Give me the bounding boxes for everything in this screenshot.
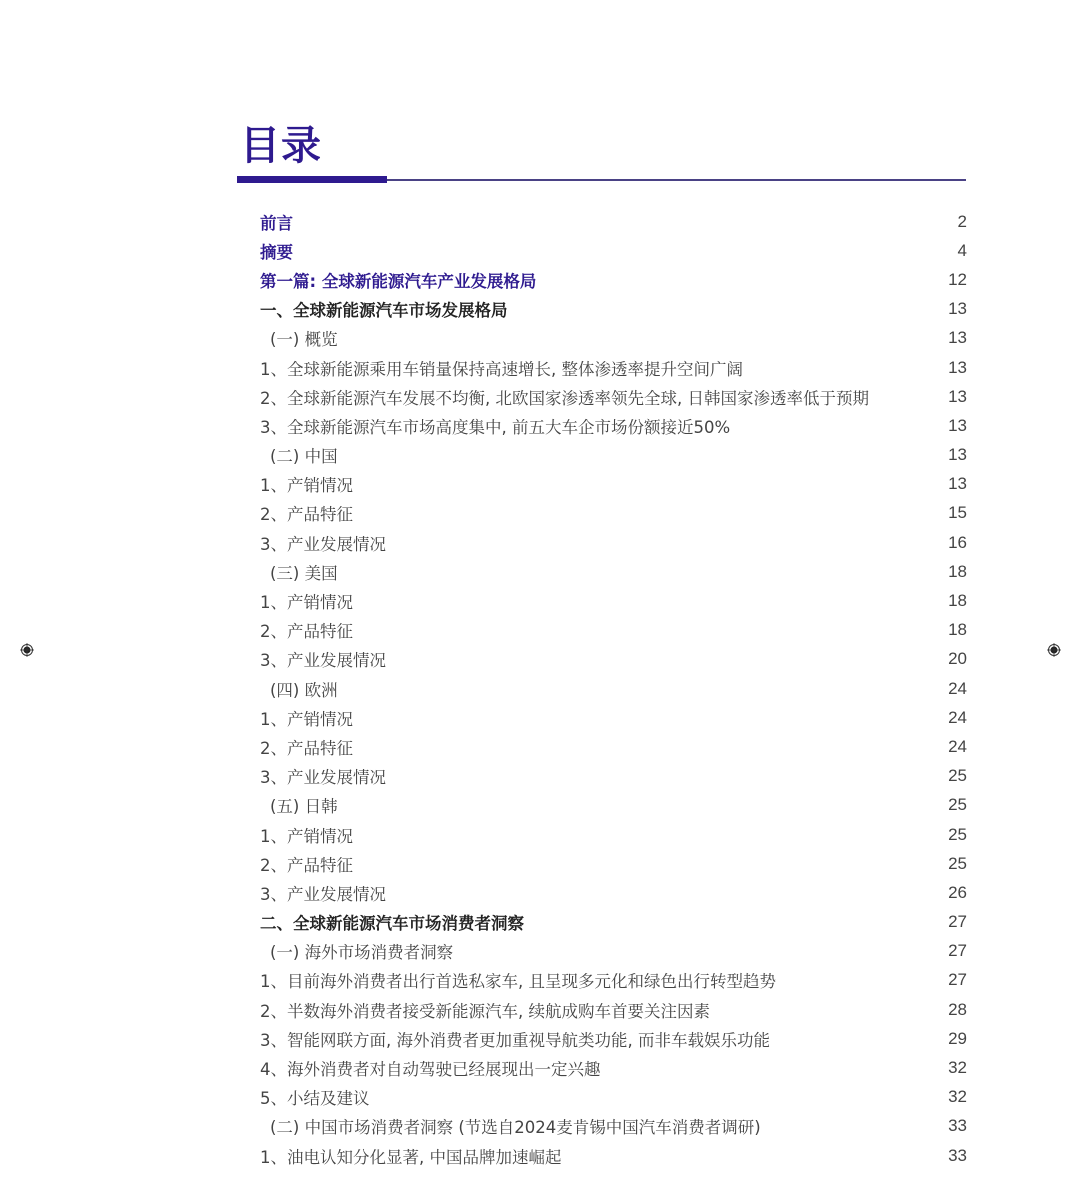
toc-entry[interactable] (260, 849, 967, 878)
toc-entry-page-number: 13 (948, 328, 967, 348)
toc-entry[interactable] (260, 353, 967, 382)
toc-entry-label: 一、全球新能源汽车市场发展格局 (260, 301, 508, 321)
toc-entry[interactable] (260, 265, 967, 294)
toc-entry-page-number: 24 (948, 707, 967, 727)
toc-entry-page-number: 15 (948, 503, 967, 523)
toc-entry-label: 二、全球新能源汽车市场消费者洞察 (260, 914, 524, 934)
table-of-contents (260, 207, 967, 1170)
toc-entry[interactable] (260, 207, 967, 236)
toc-entry[interactable] (260, 1024, 967, 1053)
toc-entry-label: 前言 (260, 213, 293, 233)
toc-entry[interactable] (260, 878, 967, 907)
toc-entry-page-number: 33 (948, 1145, 967, 1165)
toc-entry-label: 1、油电认知分化显著, 中国品牌加速崛起 (260, 1147, 562, 1167)
toc-entry-label: 1、产销情况 (260, 593, 353, 613)
toc-entry-page-number: 2 (957, 211, 967, 231)
toc-entry-label: 2、产品特征 (260, 855, 353, 875)
toc-entry-page-number: 27 (948, 970, 967, 990)
toc-entry[interactable] (260, 674, 967, 703)
toc-entry-page-number: 28 (948, 999, 967, 1019)
toc-entry-label: 2、产品特征 (260, 622, 353, 642)
toc-entry-page-number: 13 (948, 357, 967, 377)
toc-entry[interactable] (260, 616, 967, 645)
toc-entry-page-number: 18 (948, 591, 967, 611)
toc-entry[interactable] (260, 1083, 967, 1112)
toc-entry[interactable] (260, 499, 967, 528)
toc-entry-label: (五) 日韩 (270, 797, 338, 817)
toc-entry-label: 2、全球新能源汽车发展不均衡, 北欧国家渗透率领先全球, 日韩国家渗透率低于预期 (260, 388, 869, 408)
toc-entry-page-number: 4 (957, 240, 967, 260)
toc-entry-label: 5、小结及建议 (260, 1089, 370, 1109)
toc-entry-page-number: 32 (948, 1087, 967, 1107)
toc-entry[interactable] (260, 1112, 967, 1141)
toc-entry-label: 3、产业发展情况 (260, 651, 386, 671)
title-underline (387, 179, 966, 181)
toc-entry-page-number: 29 (948, 1028, 967, 1048)
toc-entry-page-number: 24 (948, 736, 967, 756)
toc-entry[interactable] (260, 820, 967, 849)
toc-entry-page-number: 25 (948, 766, 967, 786)
toc-entry[interactable] (260, 1053, 967, 1082)
toc-entry-label: (二) 中国 (270, 447, 338, 467)
toc-entry-page-number: 33 (948, 1116, 967, 1136)
toc-entry-page-number: 13 (948, 415, 967, 435)
toc-entry-label: (一) 概览 (270, 330, 338, 350)
toc-entry-page-number: 20 (948, 649, 967, 669)
toc-entry[interactable] (260, 732, 967, 761)
toc-entry-page-number: 12 (948, 269, 967, 289)
toc-entry-page-number: 25 (948, 853, 967, 873)
toc-entry-label: 2、半数海外消费者接受新能源汽车, 续航成购车首要关注因素 (260, 1001, 710, 1021)
toc-entry-page-number: 16 (948, 532, 967, 552)
toc-entry[interactable] (260, 645, 967, 674)
toc-entry[interactable] (260, 236, 967, 265)
toc-entry[interactable] (260, 324, 967, 353)
toc-entry-page-number: 24 (948, 678, 967, 698)
toc-entry-label: 1、产销情况 (260, 476, 353, 496)
page-title: 目录 (240, 123, 322, 169)
toc-entry[interactable] (260, 1141, 967, 1170)
toc-entry-label: 2、产品特征 (260, 738, 353, 758)
toc-entry-label: 3、智能网联方面, 海外消费者更加重视导航类功能, 而非车载娱乐功能 (260, 1030, 770, 1050)
toc-entry[interactable] (260, 382, 967, 411)
registration-mark-icon (20, 643, 34, 657)
toc-entry-page-number: 18 (948, 620, 967, 640)
toc-entry[interactable] (260, 411, 967, 440)
toc-entry[interactable] (260, 995, 967, 1024)
toc-entry-page-number: 27 (948, 941, 967, 961)
toc-entry[interactable] (260, 470, 967, 499)
toc-entry-label: 4、海外消费者对自动驾驶已经展现出一定兴趣 (260, 1060, 601, 1080)
toc-entry[interactable] (260, 441, 967, 470)
toc-entry-page-number: 27 (948, 912, 967, 932)
toc-entry-page-number: 26 (948, 882, 967, 902)
toc-entry-label: 3、产业发展情况 (260, 884, 386, 904)
toc-entry-label: 3、产业发展情况 (260, 534, 386, 554)
toc-entry-label: 1、目前海外消费者出行首选私家车, 且呈现多元化和绿色出行转型趋势 (260, 972, 776, 992)
toc-entry-page-number: 13 (948, 474, 967, 494)
toc-entry[interactable] (260, 557, 967, 586)
toc-entry-label: (一) 海外市场消费者洞察 (270, 943, 454, 963)
toc-entry-label: 第一篇: 全球新能源汽车产业发展格局 (260, 271, 537, 291)
toc-entry-page-number: 13 (948, 299, 967, 319)
toc-entry-page-number: 13 (948, 386, 967, 406)
toc-entry[interactable] (260, 528, 967, 557)
toc-entry-label: (四) 欧洲 (270, 680, 338, 700)
toc-entry-label: 3、产业发展情况 (260, 768, 386, 788)
toc-entry-label: 3、全球新能源汽车市场高度集中, 前五大车企市场份额接近50% (260, 417, 731, 437)
toc-entry[interactable] (260, 586, 967, 615)
toc-entry[interactable] (260, 762, 967, 791)
toc-entry-page-number: 32 (948, 1058, 967, 1078)
toc-entry-label: (三) 美国 (270, 563, 338, 583)
toc-entry-label: 1、产销情况 (260, 826, 353, 846)
toc-entry[interactable] (260, 295, 967, 324)
toc-entry[interactable] (260, 703, 967, 732)
registration-mark-icon (1047, 643, 1061, 657)
toc-entry-label: (二) 中国市场消费者洞察 (节选自2024麦肯锡中国汽车消费者调研) (270, 1118, 761, 1138)
toc-entry-page-number: 25 (948, 824, 967, 844)
toc-entry-page-number: 25 (948, 795, 967, 815)
toc-entry-label: 摘要 (260, 242, 293, 262)
toc-entry[interactable] (260, 791, 967, 820)
toc-entry-page-number: 13 (948, 445, 967, 465)
toc-entry[interactable] (260, 966, 967, 995)
toc-entry[interactable] (260, 937, 967, 966)
toc-entry[interactable] (260, 908, 967, 937)
toc-entry-label: 2、产品特征 (260, 505, 353, 525)
toc-entry-label: 1、产销情况 (260, 709, 353, 729)
title-underline-accent (237, 176, 387, 183)
toc-entry-page-number: 18 (948, 561, 967, 581)
toc-entry-label: 1、全球新能源乘用车销量保持高速增长, 整体渗透率提升空间广阔 (260, 359, 743, 379)
